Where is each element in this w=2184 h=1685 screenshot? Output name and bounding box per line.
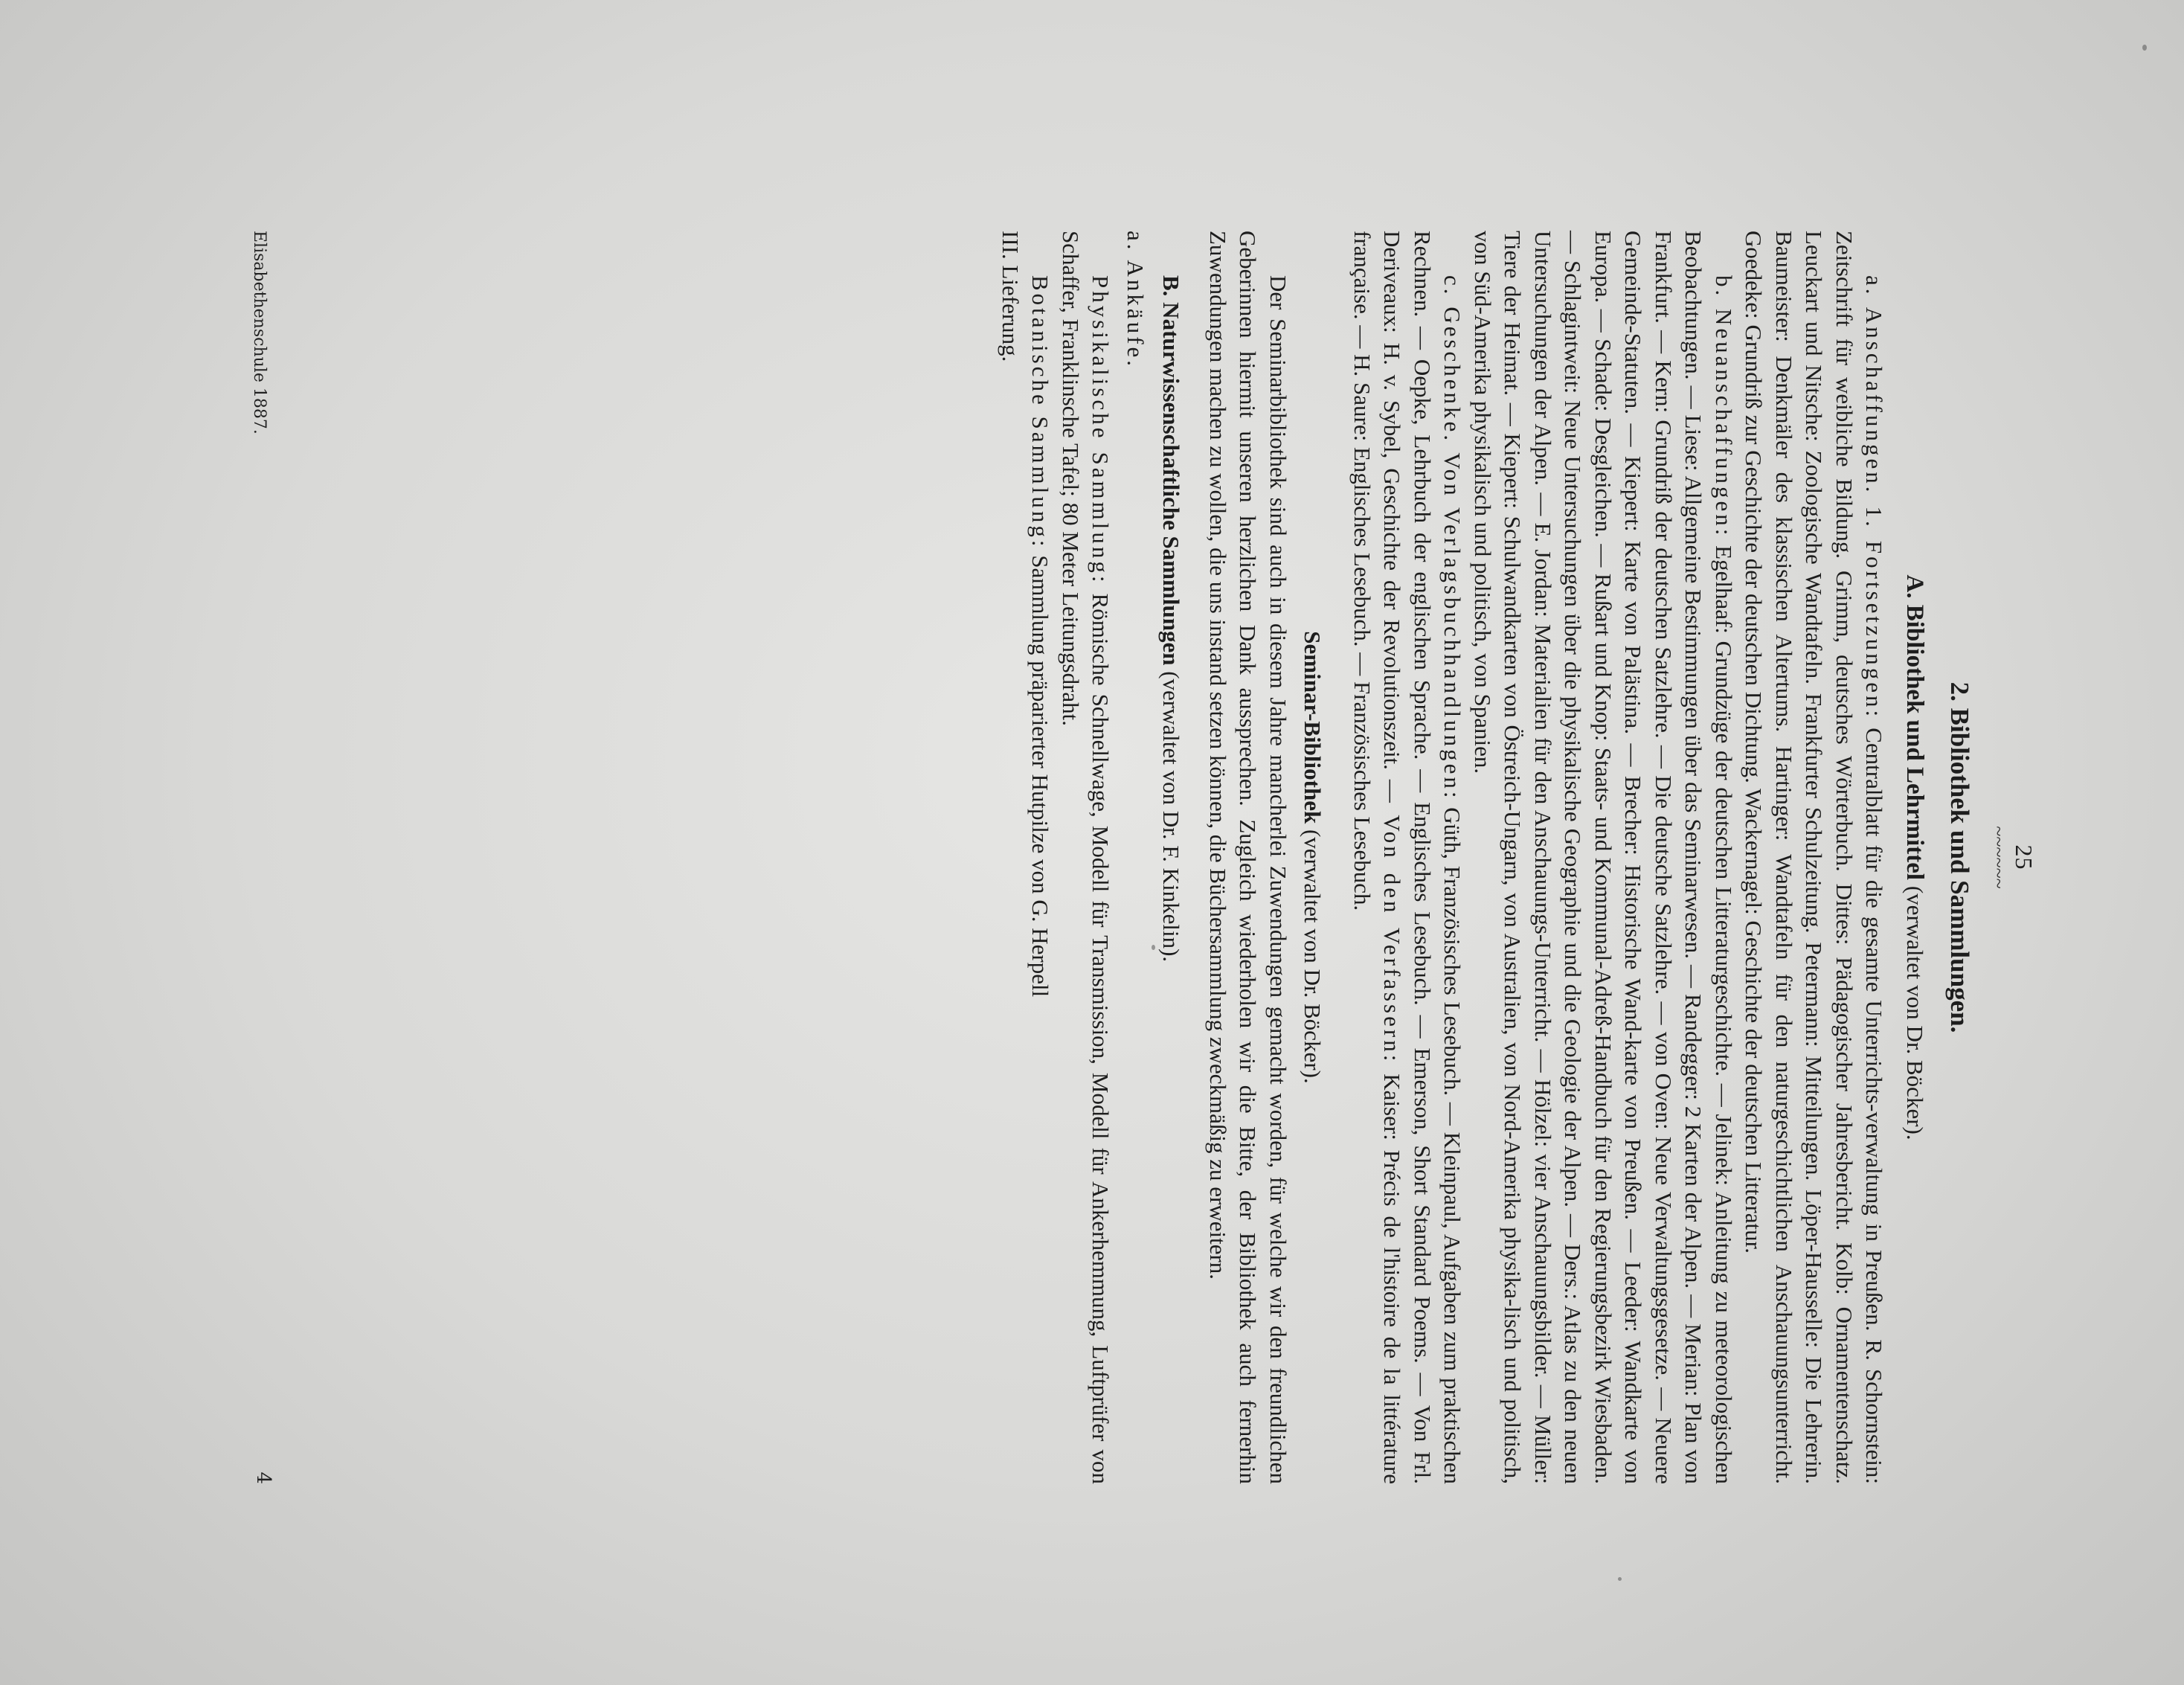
seminar-heading xyxy=(1297,231,1328,1484)
page-content xyxy=(995,231,2040,1484)
lieferung-line: III. Lieferung. xyxy=(998,231,1024,362)
subsection-a-note: (verwaltet von Dr. Böcker). xyxy=(1902,880,1928,1140)
lead-geschenke: c. Geschenke. xyxy=(1439,275,1466,444)
text-geschenke-1: Güth, Französisches Lesebuch. — Kleinpaul, Aufgaben zum praktischen Rechnen. — Oepke, Lehrbuch der englischen Sprache. — Englisches Lesebuch. — Emerson, Short Standard Poems. — Von Frl. Deriveaux: H. v. Sybel, Geschichte der Revolutionszeit. — xyxy=(1379,231,1466,1484)
text-botanik: Sammlung präparierter Hutpilze von G. Herpell xyxy=(1027,549,1054,998)
subsection-b-note: (verwaltet von Dr. F. Kinkelin). xyxy=(1158,665,1185,963)
text-physik: Römische Schnellwage, Modell für Transmission, Modell für Ankerhemmung, Luftprüfer von Schaffer, Franklinsche Tafel; 80 Meter Leitungsdraht. xyxy=(1058,231,1114,1485)
seminar-note: (verwaltet von Dr. Böcker). xyxy=(1300,824,1326,1084)
text-fortsetzungen: Centralblatt für die gesamte Unterrichts-verwaltung in Preußen. R. Schornstein: Zeitschrift für weibliche Bildung. Grimm, deutsches Wörterbuch. Dittes: Pädagogischer Jahresbericht. Kolb: Ornamentenschatz. Leuckart und Nitsche: Zoologische Wandtafeln. Frankfurter Schulzeitung. Petermann: Mitteilungen. Löper-Hausselle: Die Lehrerin. Baumeister: Denkmäler des klassischen Altertums. Hartinger: Wandtafeln für den naturgeschichtlichen Anschauungsunterricht. Goedeke: Grundriß zur Geschichte der deutschen Dichtung. Wackernagel: Geschichte der deutschen Litteratur. xyxy=(1741,231,1888,1484)
section-title: 2. Bibliothek und Sammlungen. xyxy=(1945,681,1975,1033)
paragraph-botanik xyxy=(1025,231,1056,1484)
page-number: 25 xyxy=(2011,844,2037,870)
subsection-a-title: A. Bibliothek und Lehrmittel xyxy=(1901,574,1928,881)
paragraph-neuanschaffungen xyxy=(1468,231,1739,1484)
lead-neuanschaffungen: b. Neuanschaffungen: xyxy=(1711,275,1737,539)
lead-fortsetzungen: 1. Fortsetzungen: xyxy=(1861,495,1888,720)
subsection-a-heading xyxy=(1900,231,1930,1484)
subsection-b-title: B. Naturwissenschaftliche Sammlungen xyxy=(1158,275,1185,666)
seminar-title: Seminar-Bibliothek xyxy=(1300,631,1326,824)
text-neuanschaffungen: Egelhaaf: Grundzüge der deutschen Litteraturgeschichte. — Jelinek: Anleitung zu meteorologischen Beobachtungen. — Liese: Allgemeine Bestimmungen über das Seminarwesen. — Randegger: 2 Karten der Alpen. — Merian: Plan von Frankfurt. — Kern: Grundriß der deutschen Satzlehre. — Die deutsche Satzlehre. — von Oven: Neue Verwaltungsgesetze. — Neuere Gemeinde-Statuten. — Kiepert: Karte von Palästina. — Brecher: Historische Wand-karte von Preußen. — Leeder: Wandkarte von Europa. — Schade: Desgleichen. — Rußart und Knop: Staats- und Kommunal-Adreß-Handbuch für den Regierungsbezirk Wiesbaden. — Schlagintweit: Neue Untersuchungen über die physikalische Geographie und die Geologie der Alpen. — Ders.: Atlas zu den neuen Untersuchungen der Alpen. — E. Jordan: Materialien für den Anschauungs-Unterricht. — Hölzel: vier Anschauungsbilder. — Müller: Tiere der Heimat. — Kiepert: Schulwandkarten von Östreich-Ungarn, von Australien, von Nord-Amerika physika-lisch und politisch, von Süd-Amerika physikalisch und politisch, von Spanien. xyxy=(1470,231,1737,1484)
paragraph-geschenke xyxy=(1347,231,1468,1484)
lead-verlagsbuchhandlungen: Von Verlagsbuchhandlungen: xyxy=(1439,443,1466,801)
lead-anschaffungen: a. Anschaffungen. xyxy=(1861,275,1888,495)
lead-botanik: Botanische Sammlung: xyxy=(1027,275,1054,550)
flourish-ornament: ~~~~~~ xyxy=(1988,826,2010,889)
footer-signature: 4 xyxy=(252,1471,274,1484)
lead-physik: Physikalische Sammlung: xyxy=(1088,275,1114,585)
subsection-b-heading xyxy=(1156,231,1186,1484)
paragraph-seminar: Der Seminarbibliothek sind auch in diesem Jahre mancherlei Zuwendungen gemacht worden, für welche wir den freundlichen Geberinnen hiermit unseren herzlichen Dank aussprechen. Zugleich wiederholen wir die Bitte, der Bibliothek auch fernerhin Zuwendungen machen zu wollen, die uns instand setzen können, die Büchersammlung zweckmäßig zu erweitern. xyxy=(1205,231,1291,1484)
footer-school: Elisabethenschule 1887. xyxy=(250,231,269,434)
text-geschenke-2: Kaiser: Précis de l'histoire de la littérature française. — H. Saure: Englisches Lesebuch. — Französisches Lesebuch. xyxy=(1349,231,1406,1484)
page-footer xyxy=(250,231,274,1484)
paragraph-physik xyxy=(1056,231,1116,1484)
lead-verfassern: Von den Verfassern: xyxy=(1379,802,1406,1065)
ankaeufe-heading: a. Ankäufe. xyxy=(1122,231,1149,370)
paragraph-anschaffungen xyxy=(1738,231,1889,1484)
